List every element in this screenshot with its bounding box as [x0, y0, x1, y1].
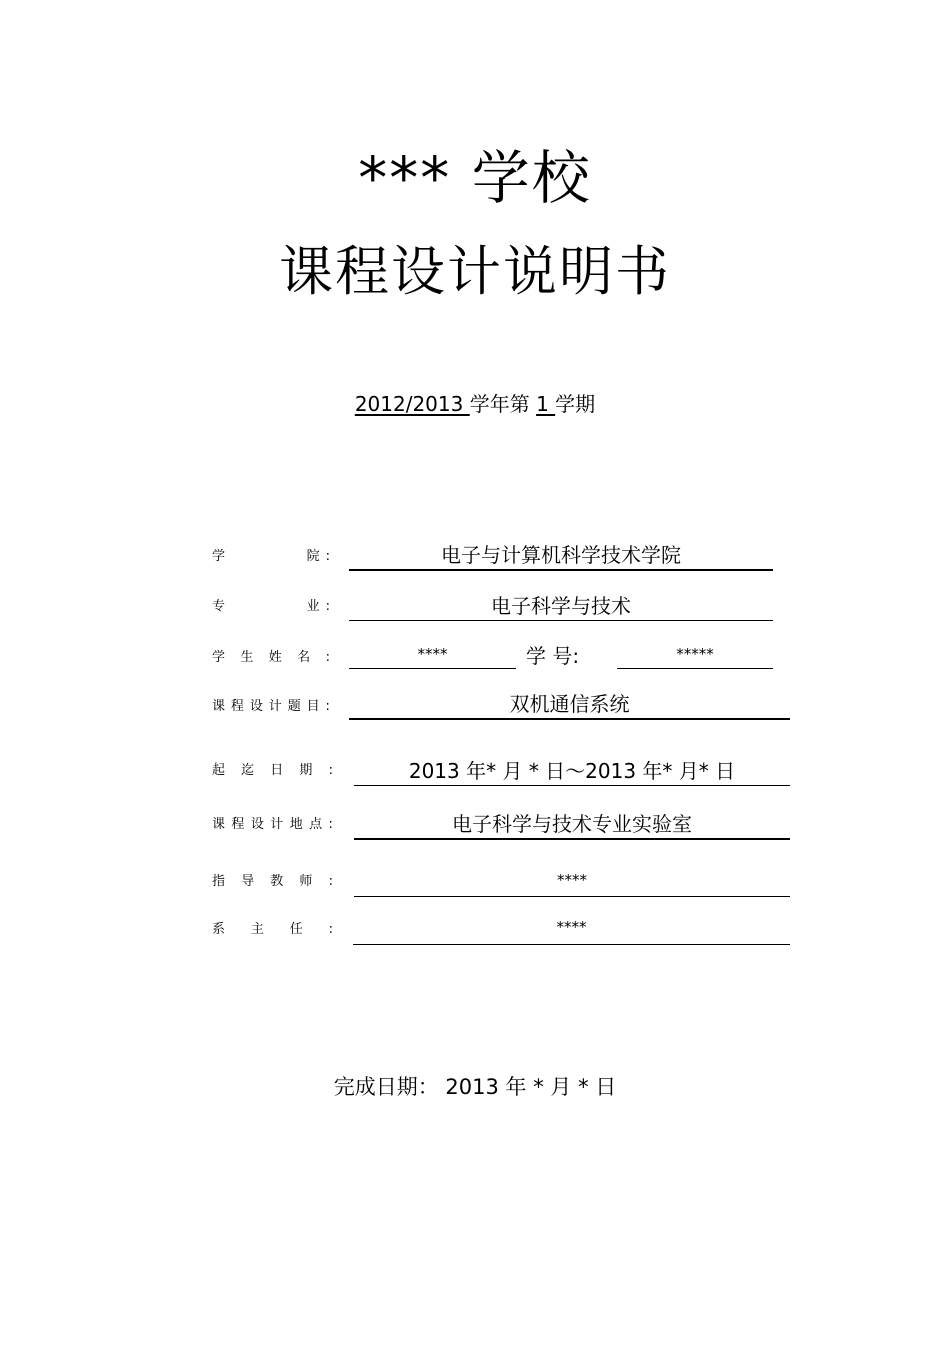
student-name-field: **** [349, 640, 516, 669]
term-semester-number: 1 [536, 392, 556, 416]
major-field: 电子科学与技术 [349, 592, 773, 621]
term-years: 2012/2013 [354, 392, 470, 416]
school-title: *** 学校 [358, 144, 592, 212]
college-field: 电子与计算机科学技术学院 [349, 541, 773, 571]
location-field: 电子科学与技术专业实验室 [354, 810, 790, 840]
topic-field: 双机通信系统 [349, 690, 790, 720]
dept-head-label: 系 主 任 : [212, 922, 333, 937]
dates-field: 2013 年* 月 * 日～2013 年* 月* 日 [354, 757, 790, 786]
college-label: 学 院 : [212, 549, 330, 564]
term-semester-suffix: 学期 [555, 392, 596, 416]
advisor-label: 指 导 教 师 : [212, 874, 333, 889]
student-id-label: 学 号: [526, 644, 580, 668]
academic-term [0, 390, 950, 418]
term-year-suffix: 学年第 [469, 392, 530, 416]
completion-date: 完成日期： 2013 年 * 月 * 日 [333, 1075, 617, 1099]
dept-head-field: **** [353, 913, 790, 945]
location-label: 课 程 设 计 地 点 : [212, 817, 333, 832]
student-name-label: 学 生 姓 名 : [212, 650, 330, 665]
major-label: 专 业 : [212, 599, 330, 614]
advisor-field: **** [354, 866, 790, 897]
topic-label: 课 程 设 计 题 目 : [212, 699, 330, 714]
student-id-field: ***** [617, 640, 773, 669]
document-title: 课程设计说明书 [279, 240, 671, 303]
dates-label: 起 迄 日 期 : [212, 763, 333, 778]
